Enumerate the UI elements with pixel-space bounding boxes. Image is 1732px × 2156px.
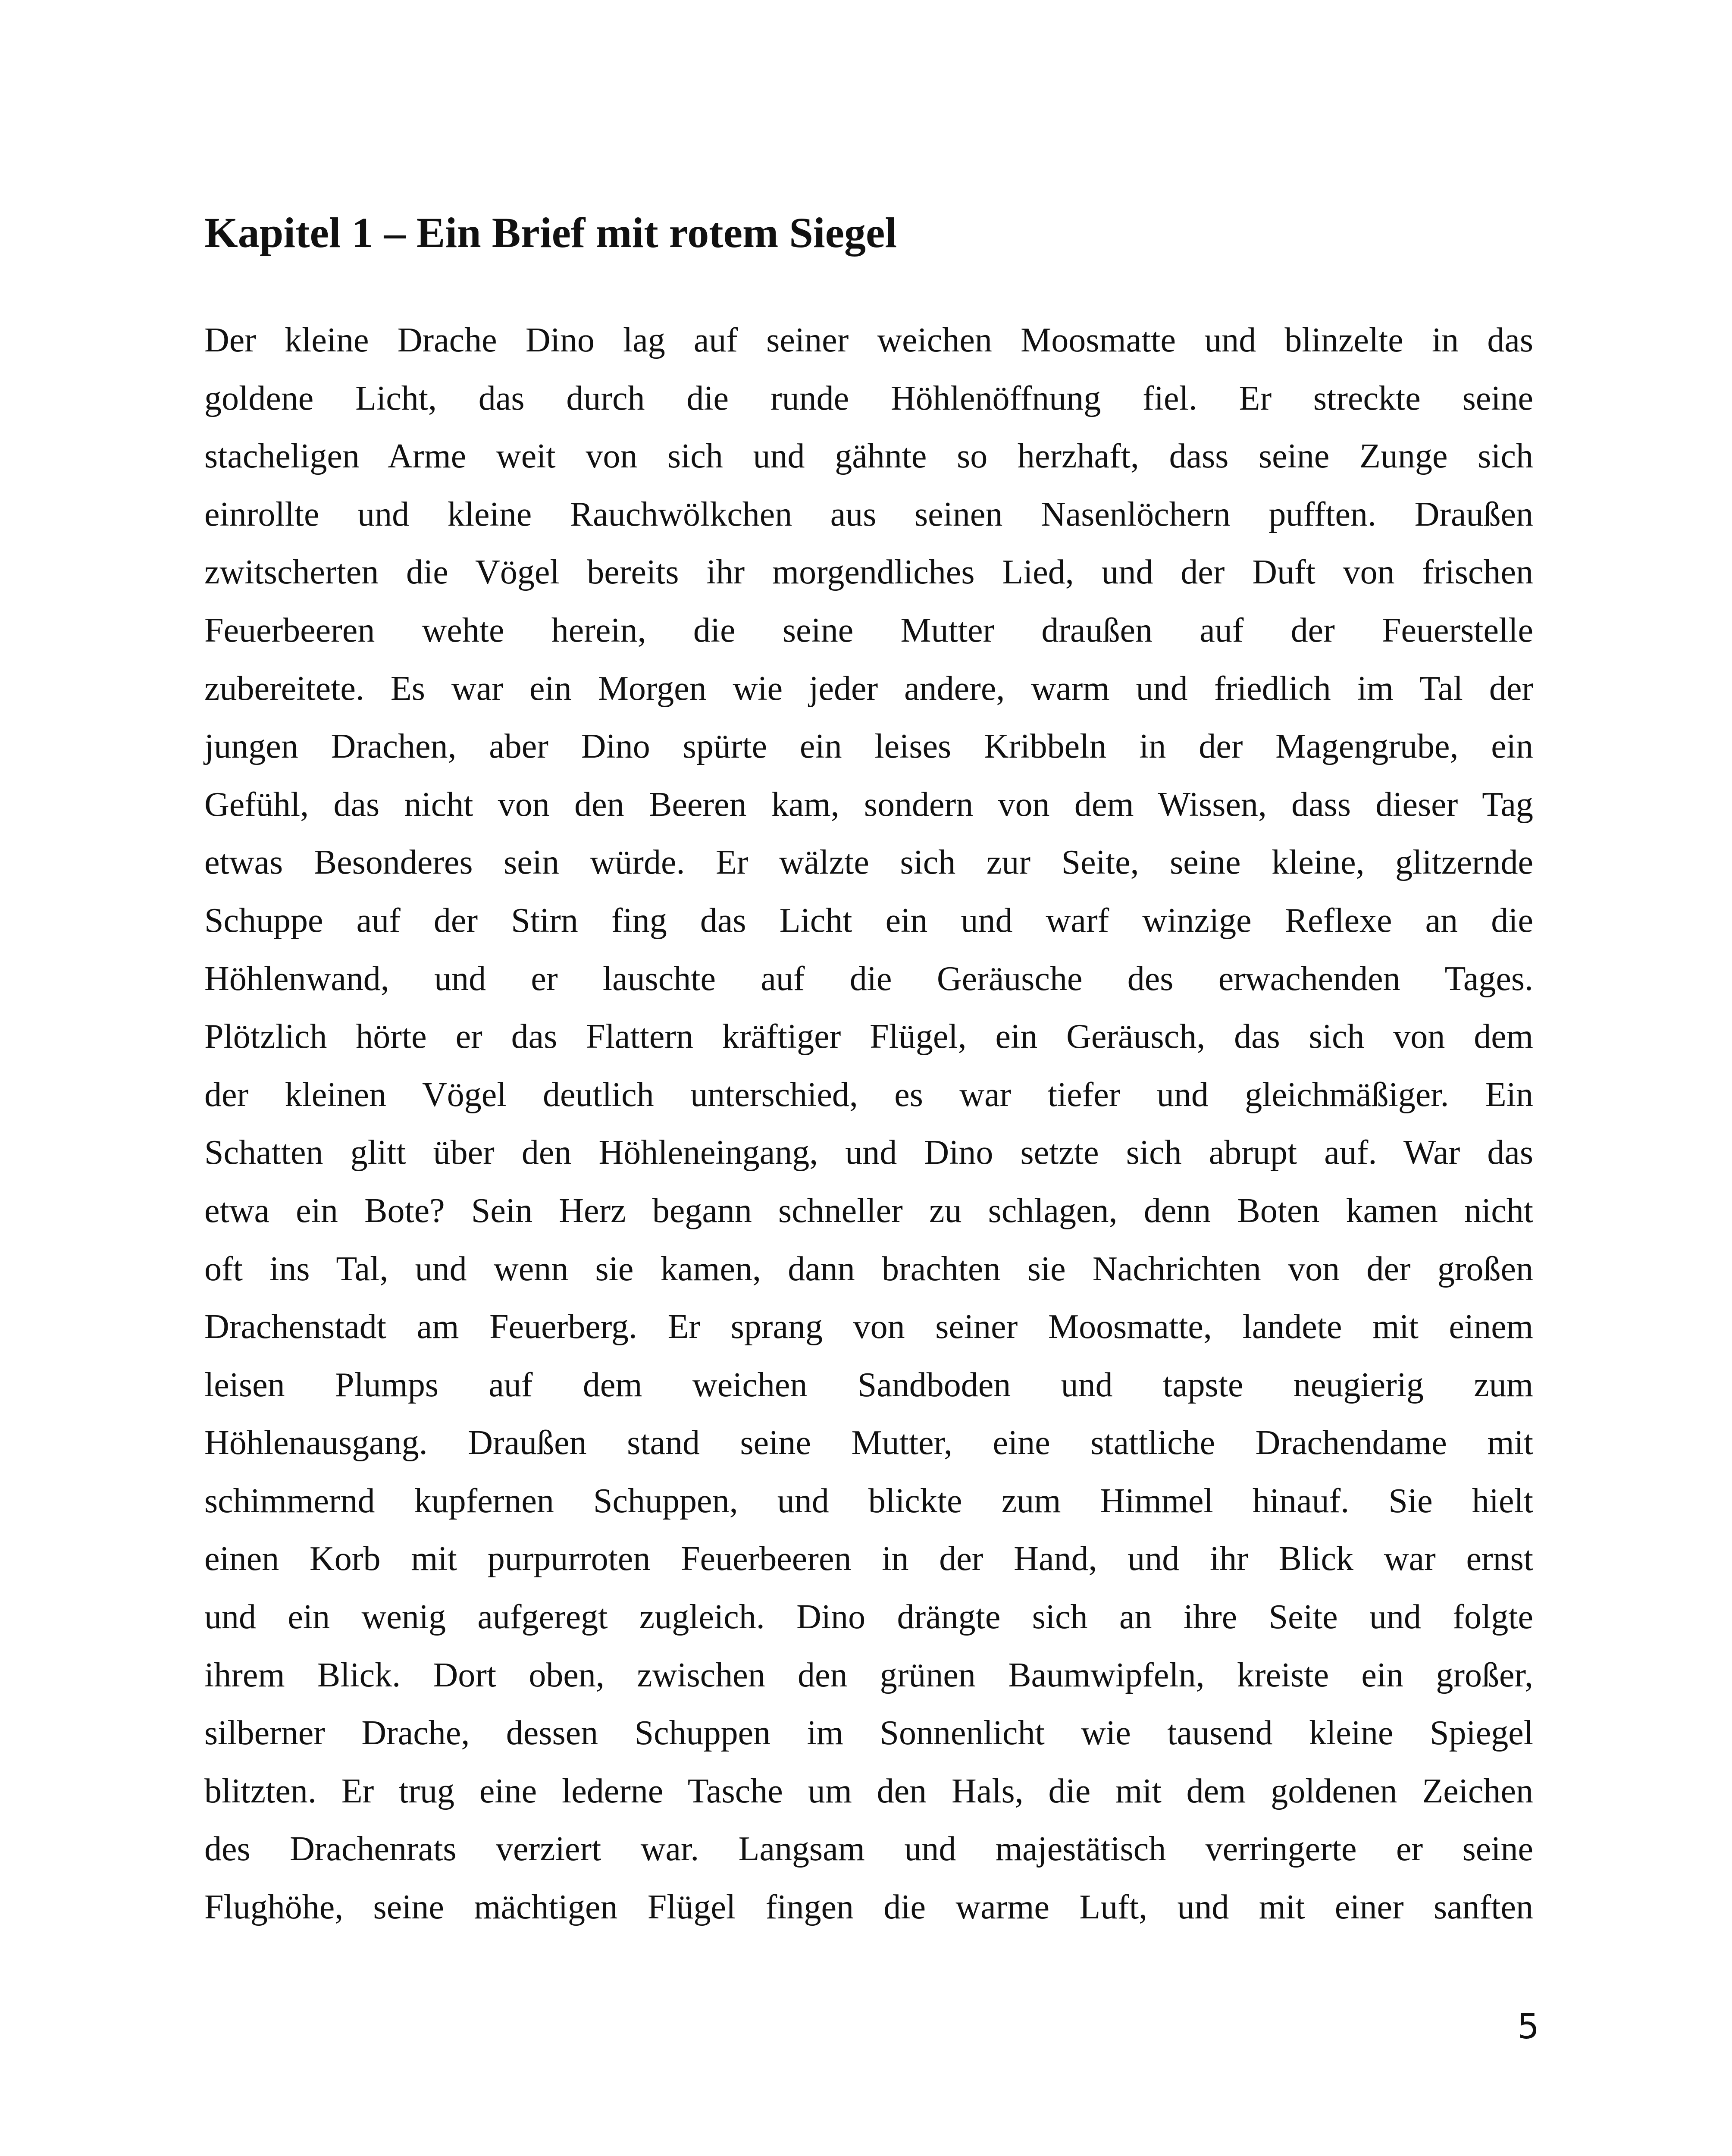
text-line: jungen Drachen, aber Dino spürte ein leises Kribbeln in der Magengrube, ein [204,727,1533,766]
text-line: zubereitete. Es war ein Morgen wie jeder andere, warm und friedlich im Tal der [204,669,1533,708]
text-line: Der kleine Drache Dino lag auf seiner weichen Moosmatte und blinzelte in das [204,321,1533,359]
text-line: der kleinen Vögel deutlich unterschied, es war tiefer und gleichmäßiger. Ein [204,1075,1533,1114]
chapter-body-text [204,311,1533,1937]
text-line: Höhlenausgang. Draußen stand seine Mutter, eine stattliche Drachendame mit [204,1424,1533,1462]
text-line: einen Korb mit purpurroten Feuerbeeren in der Hand, und ihr Blick war ernst [204,1540,1533,1578]
text-line: silberner Drache, dessen Schuppen im Sonnenlicht wie tausend kleine Spiegel [204,1714,1533,1752]
text-line: zwitscherten die Vögel bereits ihr morgendliches Lied, und der Duft von frischen [204,553,1533,592]
page-number: 5 [1517,2006,1539,2046]
text-line: oft ins Tal, und wenn sie kamen, dann brachten sie Nachrichten von der großen [204,1250,1533,1288]
text-line: ihrem Blick. Dort oben, zwischen den grünen Baumwipfeln, kreiste ein großer, [204,1656,1533,1694]
text-line: Höhlenwand, und er lauschte auf die Geräusche des erwachenden Tages. [204,959,1533,998]
text-line: und ein wenig aufgeregt zugleich. Dino drängte sich an ihre Seite und folgte [204,1598,1533,1636]
text-line: Schatten glitt über den Höhleneingang, und Dino setzte sich abrupt auf. War das [204,1134,1533,1172]
text-line: Gefühl, das nicht von den Beeren kam, sondern von dem Wissen, dass dieser Tag [204,785,1533,824]
text-line: stacheligen Arme weit von sich und gähnte so herzhaft, dass seine Zunge sich [204,437,1533,476]
text-line: des Drachenrats verziert war. Langsam und majestätisch verringerte er seine [204,1830,1533,1868]
text-line: einrollte und kleine Rauchwölkchen aus seinen Nasenlöchern pufften. Draußen [204,495,1533,533]
text-line: blitzten. Er trug eine lederne Tasche um den Hals, die mit dem goldenen Zeichen [204,1772,1533,1810]
text-line: Feuerbeeren wehte herein, die seine Mutter draußen auf der Feuerstelle [204,611,1533,649]
text-line: Plötzlich hörte er das Flattern kräftiger Flügel, ein Geräusch, das sich von dem [204,1018,1533,1056]
text-line: etwa ein Bote? Sein Herz begann schneller zu schlagen, denn Boten kamen nicht [204,1191,1533,1230]
chapter-title: Kapitel 1 – Ein Brief mit rotem Siegel [204,209,897,257]
text-line: schimmernd kupfernen Schuppen, und blickte zum Himmel hinauf. Sie hielt [204,1482,1533,1520]
text-line: Schuppe auf der Stirn fing das Licht ein und warf winzige Reflexe an die [204,901,1533,940]
text-line: goldene Licht, das durch die runde Höhlenöffnung fiel. Er streckte seine [204,379,1533,417]
text-line: Drachenstadt am Feuerberg. Er sprang von seiner Moosmatte, landete mit einem [204,1308,1533,1346]
text-line: Flughöhe, seine mächtigen Flügel fingen die warme Luft, und mit einer sanften [204,1888,1533,1927]
text-line: etwas Besonderes sein würde. Er wälzte sich zur Seite, seine kleine, glitzernde [204,843,1533,882]
text-line: leisen Plumps auf dem weichen Sandboden und tapste neugierig zum [204,1366,1533,1404]
